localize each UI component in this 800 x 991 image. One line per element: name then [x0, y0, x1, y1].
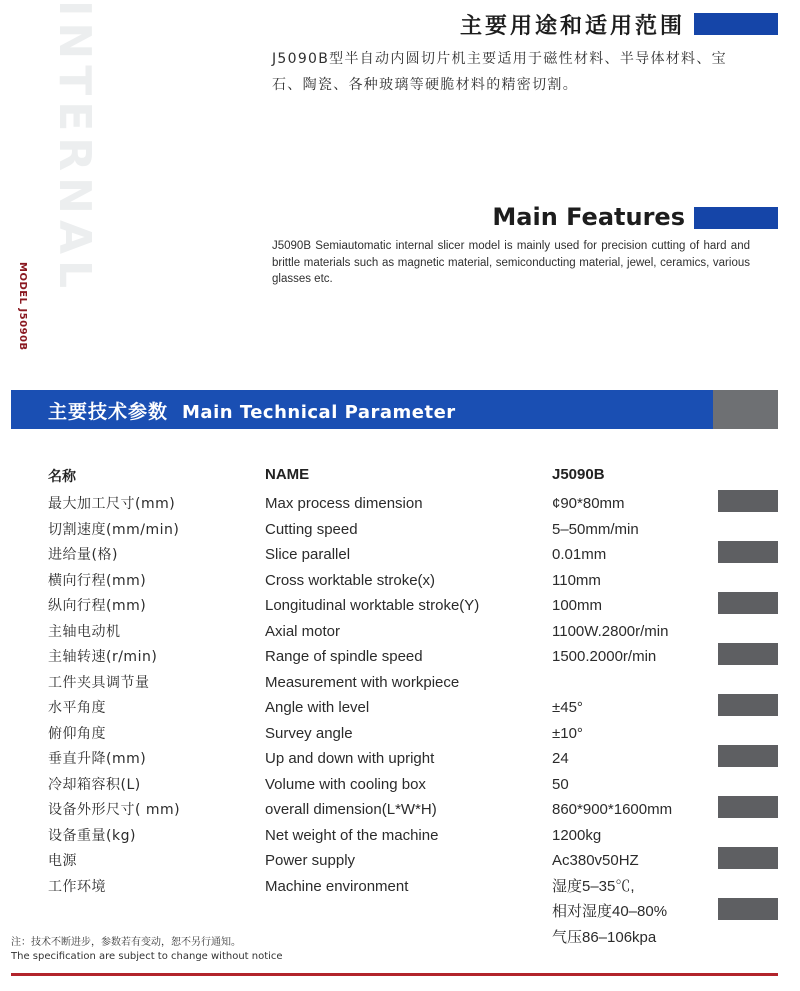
- footnote-en: The specification are subject to change without notice: [11, 951, 283, 962]
- params-band-gray: [713, 390, 778, 429]
- gray-block: [718, 847, 778, 869]
- param-name-cn: 纵向行程(mm): [48, 598, 147, 614]
- param-value: 5–50mm/min: [552, 520, 639, 538]
- table-row: [0, 749, 800, 774]
- param-name-cn: 垂直升降(mm): [48, 751, 147, 767]
- table-row: [0, 698, 800, 723]
- param-name-cn: 设备重量(kg): [48, 827, 136, 844]
- param-name-en: overall dimension(L*W*H): [265, 801, 437, 818]
- footer-red-line: [11, 973, 778, 976]
- table-row: [0, 622, 800, 647]
- table-row: [0, 494, 800, 519]
- param-name-cn: 主轴电动机: [48, 623, 121, 640]
- params-title: [48, 397, 456, 423]
- param-value: 1100W.2800r/min: [552, 622, 669, 640]
- gray-block: [718, 898, 778, 920]
- param-name-en: Net weight of the machine: [265, 826, 439, 844]
- param-name-cn: 最大加工尺寸(mm): [48, 496, 176, 512]
- param-name-cn: 工作环境: [48, 878, 106, 895]
- params-title-en: Main Technical Parameter: [182, 402, 456, 423]
- param-name-cn: 设备外形尺寸( mm): [48, 802, 181, 818]
- param-value: 气压86–106kpa: [552, 928, 657, 946]
- watermark: INTERNAL: [49, 0, 100, 295]
- gray-block: [718, 745, 778, 767]
- param-name-cn: 俯仰角度: [48, 725, 106, 742]
- gray-block: [718, 796, 778, 818]
- gray-block: [718, 694, 778, 716]
- param-value: 50: [552, 775, 569, 793]
- table-row: [0, 545, 800, 570]
- param-name-cn: 进给量(格): [48, 547, 118, 563]
- gray-block: [718, 643, 778, 665]
- features-title: Main Features: [492, 203, 685, 231]
- side-model-label: MODEL J5090B: [17, 262, 28, 351]
- header-model: J5090B: [552, 466, 605, 483]
- param-value: 相对湿度40–80%: [552, 903, 668, 920]
- table-row: [0, 775, 800, 800]
- param-name-en: Power supply: [265, 852, 356, 869]
- param-name-en: Max process dimension: [265, 495, 423, 512]
- param-value: 0.01mm: [552, 546, 607, 563]
- param-name-cn: 工件夹具调节量: [48, 674, 150, 691]
- table-row: [0, 520, 800, 545]
- param-name-en: Range of spindle speed: [265, 648, 423, 665]
- param-value: 湿度5–35℃,: [552, 877, 635, 895]
- param-value: ±10°: [552, 724, 583, 742]
- table-row: [0, 877, 800, 902]
- param-name-cn: 切割速度(mm/min): [48, 521, 180, 538]
- param-name-en: Slice parallel: [265, 546, 351, 563]
- table-row: [0, 826, 800, 851]
- params-title-cn: 主要技术参数: [48, 401, 169, 423]
- features-description: J5090B Semiautomatic internal slicer model is mainly used for precision cutting of hard and brittle materials such as magnetic material, semiconducting material, jewel, ceramics, various glasses etc.: [272, 240, 750, 285]
- usage-title-bar: [694, 13, 778, 35]
- param-value: Ac380v50HZ: [552, 852, 639, 869]
- param-name-en: Longitudinal worktable stroke(Y): [265, 597, 480, 614]
- footnote-cn: 注：技术不断进步，参数若有变动，恕不另行通知。: [11, 937, 241, 948]
- param-name-en: Cross worktable stroke(x): [265, 571, 436, 589]
- param-name-en: Measurement with workpiece: [265, 673, 460, 691]
- table-row: [0, 647, 800, 672]
- param-name-en: Machine environment: [265, 877, 409, 895]
- header-name: NAME: [265, 466, 310, 483]
- features-title-bar: [694, 207, 778, 229]
- usage-description: J5090B型半自动内圆切片机主要适用于磁性材料、半导体材料、宝石、陶瓷、各种玻璃等硬脆材料的精密切割。: [272, 51, 727, 93]
- param-value: ±45°: [552, 699, 583, 716]
- param-name-en: Cutting speed: [265, 520, 358, 538]
- param-name-cn: 冷却箱容积(L): [48, 776, 141, 793]
- footnote: [11, 936, 283, 964]
- gray-block: [718, 490, 778, 512]
- param-name-en: Axial motor: [265, 622, 341, 640]
- param-value: 860*900*1600mm: [552, 801, 673, 818]
- table-row: [0, 902, 800, 927]
- param-name-en: Angle with level: [265, 699, 370, 716]
- param-name-cn: 横向行程(mm): [48, 572, 147, 589]
- table-row: [0, 724, 800, 749]
- param-name-cn: 主轴转速(r/min): [48, 649, 158, 665]
- table-row: [0, 851, 800, 876]
- usage-title: 主要用途和适用范围: [459, 14, 685, 39]
- param-value: ¢90*80mm: [552, 495, 625, 512]
- table-row: [0, 673, 800, 698]
- table-row: [0, 596, 800, 621]
- gray-block: [718, 541, 778, 563]
- param-name-cn: 水平角度: [48, 700, 106, 716]
- param-value: 110mm: [552, 571, 601, 589]
- param-value: 1200kg: [552, 826, 602, 844]
- table-row: [0, 800, 800, 825]
- param-name-cn: 电源: [48, 853, 77, 869]
- table-row: [0, 571, 800, 596]
- param-value: 24: [552, 750, 569, 767]
- gray-block: [718, 592, 778, 614]
- param-name-en: Volume with cooling box: [265, 775, 426, 793]
- param-value: 100mm: [552, 597, 603, 614]
- param-value: 1500.2000r/min: [552, 648, 657, 665]
- param-name-en: Survey angle: [265, 724, 353, 742]
- header-cn: 名称: [48, 469, 76, 485]
- param-name-en: Up and down with upright: [265, 750, 435, 767]
